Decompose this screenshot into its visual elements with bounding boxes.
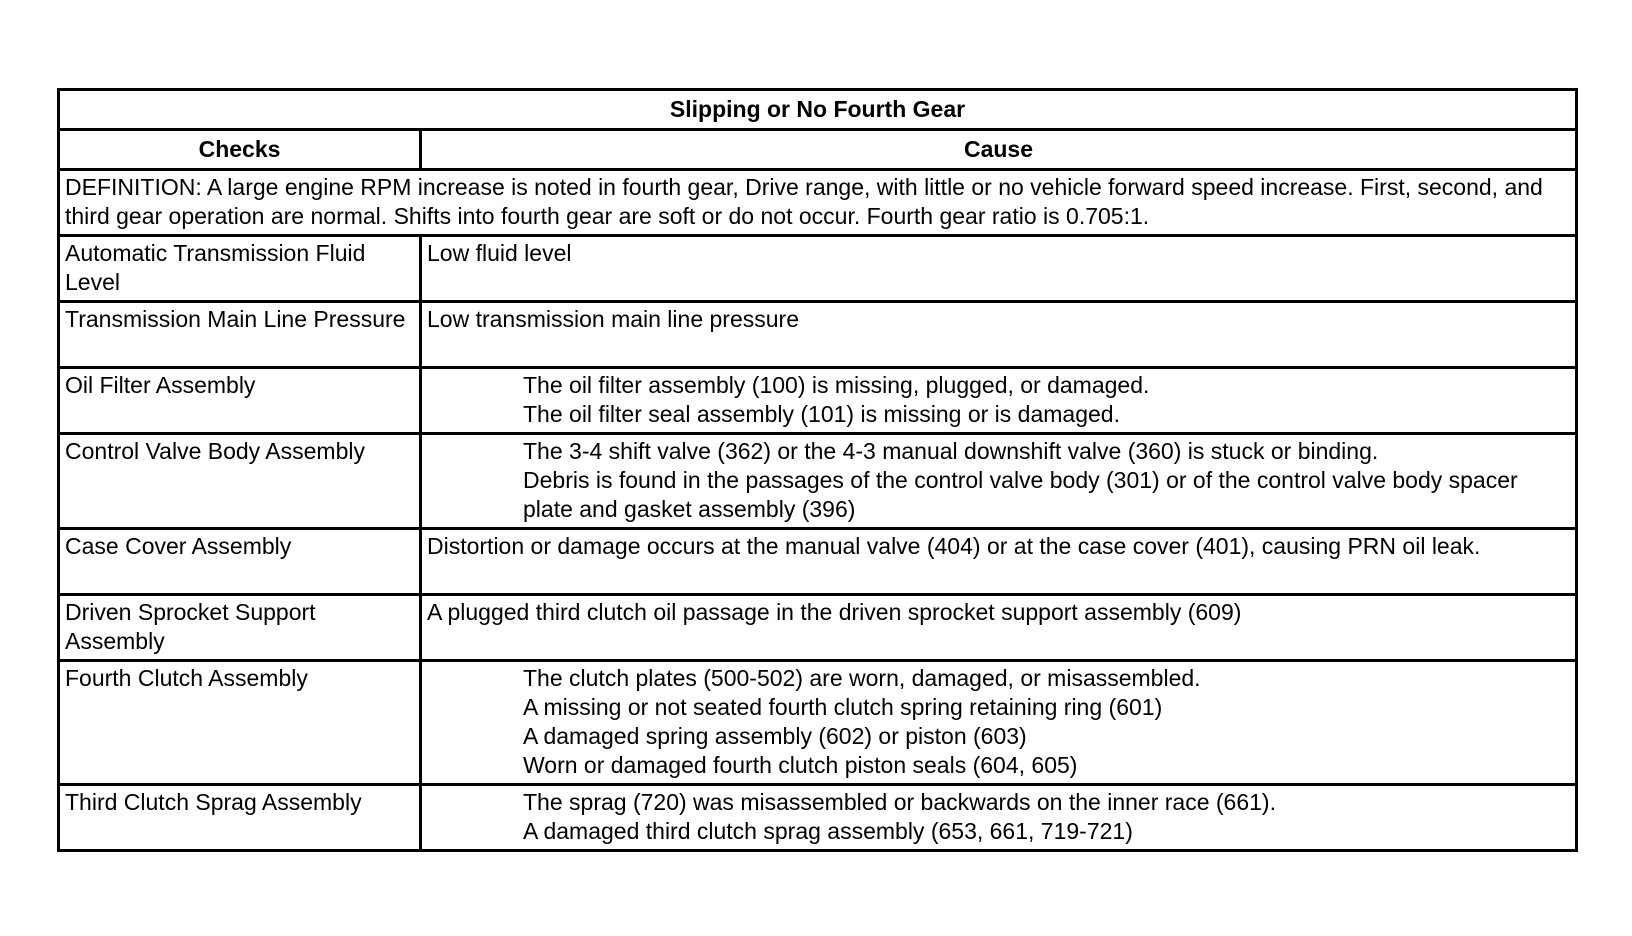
column-header-cause: Cause xyxy=(421,130,1577,170)
title-row xyxy=(59,90,1577,130)
cause-item: The clutch plates (500-502) are worn, damaged, or misassembled. xyxy=(523,665,1201,691)
cause-cell xyxy=(421,434,1577,529)
diagnostic-table xyxy=(57,88,1578,852)
check-cell: Transmission Main Line Pressure xyxy=(59,302,421,368)
check-cell: Fourth Clutch Assembly xyxy=(59,661,421,785)
table-row xyxy=(59,368,1577,434)
cause-cell xyxy=(421,785,1577,851)
cause-cell: Low fluid level xyxy=(421,236,1577,302)
cause-list xyxy=(427,371,1570,429)
cause-item: The oil filter assembly (100) is missing, plugged, or damaged. xyxy=(523,372,1150,398)
cause-item: The oil filter seal assembly (101) is missing or is damaged. xyxy=(523,401,1120,427)
cause-item: The sprag (720) was misassembled or backwards on the inner race (661). xyxy=(523,789,1276,815)
table-row xyxy=(59,529,1577,595)
table-row xyxy=(59,302,1577,368)
cause-list xyxy=(427,664,1570,780)
table-row xyxy=(59,434,1577,529)
table-row xyxy=(59,785,1577,851)
cause-cell: Low transmission main line pressure xyxy=(421,302,1577,368)
check-cell: Control Valve Body Assembly xyxy=(59,434,421,529)
table-row xyxy=(59,661,1577,785)
definition-text: DEFINITION: A large engine RPM increase is noted in fourth gear, Drive range, with little or no vehicle forward speed increase. First, second, and third gear operation are normal. Shifts into fourth gear are soft or do not occur. Fourth gear ratio is 0.705:1. xyxy=(59,170,1577,236)
column-header-checks: Checks xyxy=(59,130,421,170)
check-cell: Automatic Transmission Fluid Level xyxy=(59,236,421,302)
cause-item: A damaged spring assembly (602) or piston (603) xyxy=(523,723,1027,749)
cause-cell xyxy=(421,661,1577,785)
cause-item: Worn or damaged fourth clutch piston seals (604, 605) xyxy=(523,752,1078,778)
check-cell: Driven Sprocket Support Assembly xyxy=(59,595,421,661)
cause-list xyxy=(427,437,1570,524)
check-cell: Oil Filter Assembly xyxy=(59,368,421,434)
cause-cell xyxy=(421,368,1577,434)
table-row xyxy=(59,595,1577,661)
table-title: Slipping or No Fourth Gear xyxy=(59,90,1577,130)
check-cell: Third Clutch Sprag Assembly xyxy=(59,785,421,851)
cause-cell: A plugged third clutch oil passage in the driven sprocket support assembly (609) xyxy=(421,595,1577,661)
cause-item: A damaged third clutch sprag assembly (653, 661, 719-721) xyxy=(523,818,1133,844)
cause-item: A missing or not seated fourth clutch spring retaining ring (601) xyxy=(523,694,1163,720)
header-row xyxy=(59,130,1577,170)
cause-cell: Distortion or damage occurs at the manual valve (404) or at the case cover (401), causing PRN oil leak. xyxy=(421,529,1577,595)
cause-item: The 3-4 shift valve (362) or the 4-3 manual downshift valve (360) is stuck or binding. xyxy=(523,438,1379,464)
table-row xyxy=(59,236,1577,302)
definition-row xyxy=(59,170,1577,236)
check-cell: Case Cover Assembly xyxy=(59,529,421,595)
cause-list xyxy=(427,788,1570,846)
cause-item: Debris is found in the passages of the control valve body (301) or of the control valve body spacer plate and gasket assembly (396) xyxy=(523,467,1518,522)
